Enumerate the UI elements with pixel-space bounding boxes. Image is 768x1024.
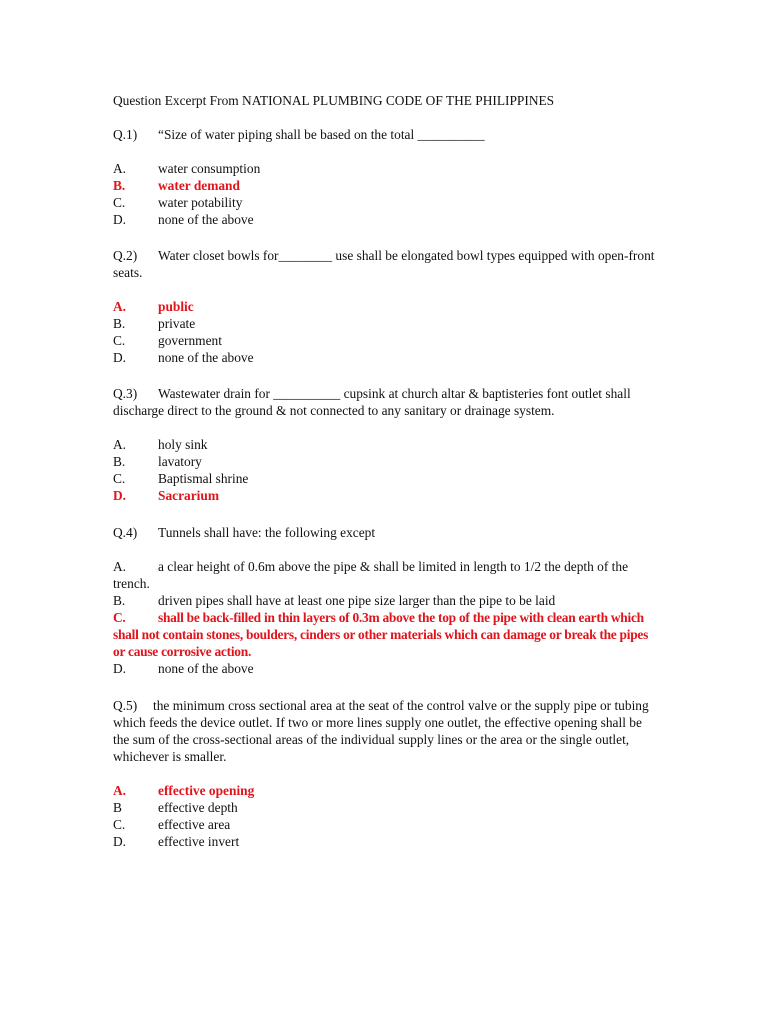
option-b [113, 315, 658, 332]
option-c-correct-answer [113, 609, 658, 660]
option-letter: C. [113, 333, 126, 348]
option-d [113, 833, 658, 850]
question-number: Q.3) [113, 386, 138, 401]
option-letter: D. [113, 488, 127, 503]
option-letter: B. [113, 454, 126, 469]
option-letter: A. [113, 559, 127, 574]
option-text: water consumption [158, 161, 261, 176]
question-body: Water closet bowls for________ use shall be elongated bowl types equipped with open-front seats. [113, 248, 655, 280]
option-d [113, 349, 658, 366]
answer-options [113, 436, 658, 504]
option-d-correct-answer [113, 487, 658, 504]
question-body: Wastewater drain for __________ cupsink at church altar & baptisteries font outlet shall discharge direct to the ground & not connected to any sanitary or drainage system. [113, 386, 631, 418]
option-text: effective depth [158, 800, 238, 815]
option-letter: B. [113, 593, 126, 608]
question-number: Q.2) [113, 248, 138, 263]
option-d [113, 660, 658, 677]
option-text: public [158, 299, 194, 314]
option-letter: D. [113, 834, 127, 849]
option-letter: A. [113, 299, 127, 314]
question-text [113, 247, 658, 281]
question-text [113, 126, 658, 143]
option-letter: C. [113, 195, 126, 210]
option-letter: B [113, 800, 122, 815]
question-body: “Size of water piping shall be based on the total __________ [158, 127, 485, 142]
option-a-correct-answer [113, 782, 658, 799]
option-letter: C. [113, 471, 126, 486]
answer-options [113, 298, 658, 366]
option-letter: A. [113, 783, 127, 798]
option-d [113, 211, 658, 228]
option-c [113, 194, 658, 211]
answer-options [113, 558, 658, 677]
question-3 [113, 385, 658, 504]
answer-options [113, 782, 658, 850]
option-b [113, 799, 658, 816]
option-text: holy sink [158, 437, 208, 452]
option-c [113, 816, 658, 833]
question-2 [113, 247, 658, 366]
option-a [113, 558, 658, 592]
option-b [113, 592, 658, 609]
option-letter: B. [113, 316, 126, 331]
option-text: driven pipes shall have at least one pipe size larger than the pipe to be laid [158, 593, 556, 608]
option-letter: D. [113, 350, 127, 365]
option-text: lavatory [158, 454, 202, 469]
question-body: Tunnels shall have: the following except [158, 525, 376, 540]
option-text: none of the above [158, 212, 254, 227]
option-text: Sacrarium [158, 488, 219, 503]
option-text: effective opening [158, 783, 255, 798]
option-b [113, 453, 658, 470]
option-letter: D. [113, 212, 127, 227]
option-text: none of the above [158, 661, 254, 676]
option-letter: A. [113, 161, 127, 176]
option-letter: A. [113, 437, 127, 452]
option-c [113, 332, 658, 349]
document-title: Question Excerpt From NATIONAL PLUMBING CODE OF THE PHILIPPINES [113, 93, 555, 108]
option-a [113, 160, 658, 177]
option-text: none of the above [158, 350, 254, 365]
question-1 [113, 126, 658, 228]
answer-options [113, 160, 658, 228]
option-b-correct-answer [113, 177, 658, 194]
question-text [113, 697, 658, 765]
question-number: Q.5) [113, 698, 138, 713]
option-text: a clear height of 0.6m above the pipe & shall be limited in length to 1/2 the depth of the trench. [113, 559, 629, 591]
question-5 [113, 697, 658, 850]
option-letter: C. [113, 610, 126, 625]
question-number: Q.1) [113, 127, 138, 142]
option-a-correct-answer [113, 298, 658, 315]
option-text: water potability [158, 195, 243, 210]
option-text: water demand [158, 178, 240, 193]
question-4 [113, 524, 658, 677]
option-letter: C. [113, 817, 126, 832]
option-text: effective invert [158, 834, 240, 849]
option-text: effective area [158, 817, 231, 832]
option-text: Baptismal shrine [158, 471, 249, 486]
option-letter: D. [113, 661, 127, 676]
question-text [113, 524, 658, 541]
option-a [113, 436, 658, 453]
option-text: shall be back-filled in thin layers of 0.3m above the top of the pipe with clean earth which shall not contain stones, boulders, cinders or other materials which can damage or break the pipes or cause corrosive action. [113, 610, 649, 659]
option-text: private [158, 316, 196, 331]
option-text: government [158, 333, 222, 348]
option-c [113, 470, 658, 487]
question-text [113, 385, 658, 419]
question-body: the minimum cross sectional area at the seat of the control valve or the supply pipe or tubing which feeds the device outlet. If two or more lines supply one outlet, the effective opening shall be the sum of the cross-sectional areas of the individual supply lines or the area or the single outlet, whichever is smaller. [113, 698, 649, 764]
option-letter: B. [113, 178, 126, 193]
question-number: Q.4) [113, 525, 138, 540]
